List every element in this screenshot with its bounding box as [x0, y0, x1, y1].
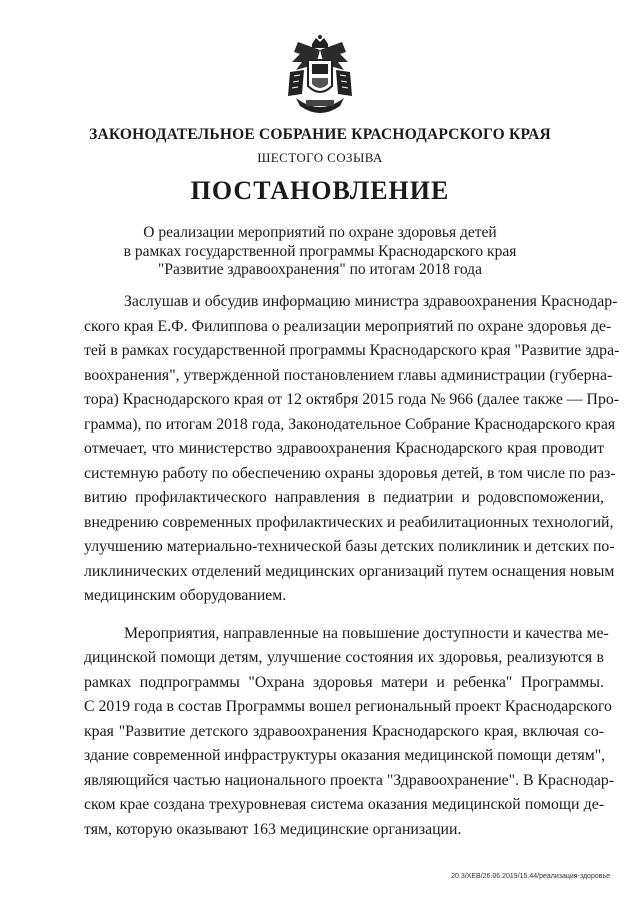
text-line: тям, которую оказывают 163 медицинские организации. [84, 820, 462, 838]
text-line: улучшению материально-технической базы детских поликлиник и детских по- [84, 538, 615, 555]
text-line: тей в рамках государственной программы Краснодарского края "Развитие здра- [84, 342, 620, 359]
text-line: отмечает, что министерство здравоохранения Краснодарского края проводит [84, 440, 604, 457]
text-line: С 2019 года в состав Программы вошел региональный проект Краснодарского [84, 698, 612, 715]
text-line: витию профилактического направления в педиатрии и родовспоможении, [84, 489, 604, 506]
text-line: системную работу по обеспечению охраны здоровья детей, в том числе по раз- [84, 464, 616, 482]
organization-name: ЗАКОНОДАТЕЛЬНОЕ СОБРАНИЕ КРАСНОДАРСКОГО КРАЯ [89, 126, 551, 143]
text-line: медицинским оборудованием. [84, 587, 287, 604]
text-line: ского края Е.Ф. Филиппова о реализации мероприятий по охране здоровья де- [84, 317, 612, 335]
coat-of-arms-icon [284, 34, 356, 120]
text-line: ском крае создана трехуровневая система оказания медицинской помощи де- [84, 796, 604, 813]
paragraph-1 [84, 290, 620, 609]
text-line: внедрению современных профилактических и реабилитационных технологий, [84, 513, 614, 531]
text-line: грамма), по итогам 2018 года, Законодательное Собрание Краснодарского края [84, 415, 616, 433]
text-line: являющийся частью национального проекта "Здравоохранение". В Краснодар- [84, 771, 615, 789]
text-line: ликлинических отделений медицинских организаций путем оснащения новым [84, 562, 615, 580]
document-body [84, 290, 620, 842]
document-type-title: ПОСТАНОВЛЕНИЕ [190, 176, 450, 205]
text-line: здание современной инфраструктуры оказания медицинской помощи детям", [84, 747, 606, 764]
document-subject [60, 224, 580, 280]
text-line: Заслушав и обсудив информацию министра здравоохранения Краснодар- [124, 293, 618, 310]
subject-line: О реализации мероприятий по охране здоровья детей [143, 224, 497, 241]
footer-stamp: 20.3/ХЕВ/26.06.2019/15.44/реализация-здоровье [451, 873, 610, 880]
paragraph-2 [84, 622, 615, 843]
subject-line: "Развитие здравоохранения" по итогам 2018 года [158, 261, 482, 278]
text-line: тора) Краснодарского края от 12 октября 2015 года № 966 (далее также — Про- [84, 391, 619, 408]
subject-line: в рамках государственной программы Краснодарского края [123, 242, 517, 260]
text-line: воохранения", утвержденной постановлением главы администрации (губерна- [84, 366, 613, 384]
text-line: дицинской помощи детям, улучшение состояния их здоровья, реализуются в [84, 649, 604, 666]
text-line: рамках подпрограммы "Охрана здоровья матери и ребенка" Программы. [84, 673, 604, 691]
convocation-label: ШЕСТОГО СОЗЫВА [257, 150, 383, 165]
text-line: Мероприятия, направленные на повышение доступности и качества ме- [124, 624, 609, 642]
text-line: края "Развитие детского здравоохранения Краснодарского края, включая со- [84, 722, 604, 740]
